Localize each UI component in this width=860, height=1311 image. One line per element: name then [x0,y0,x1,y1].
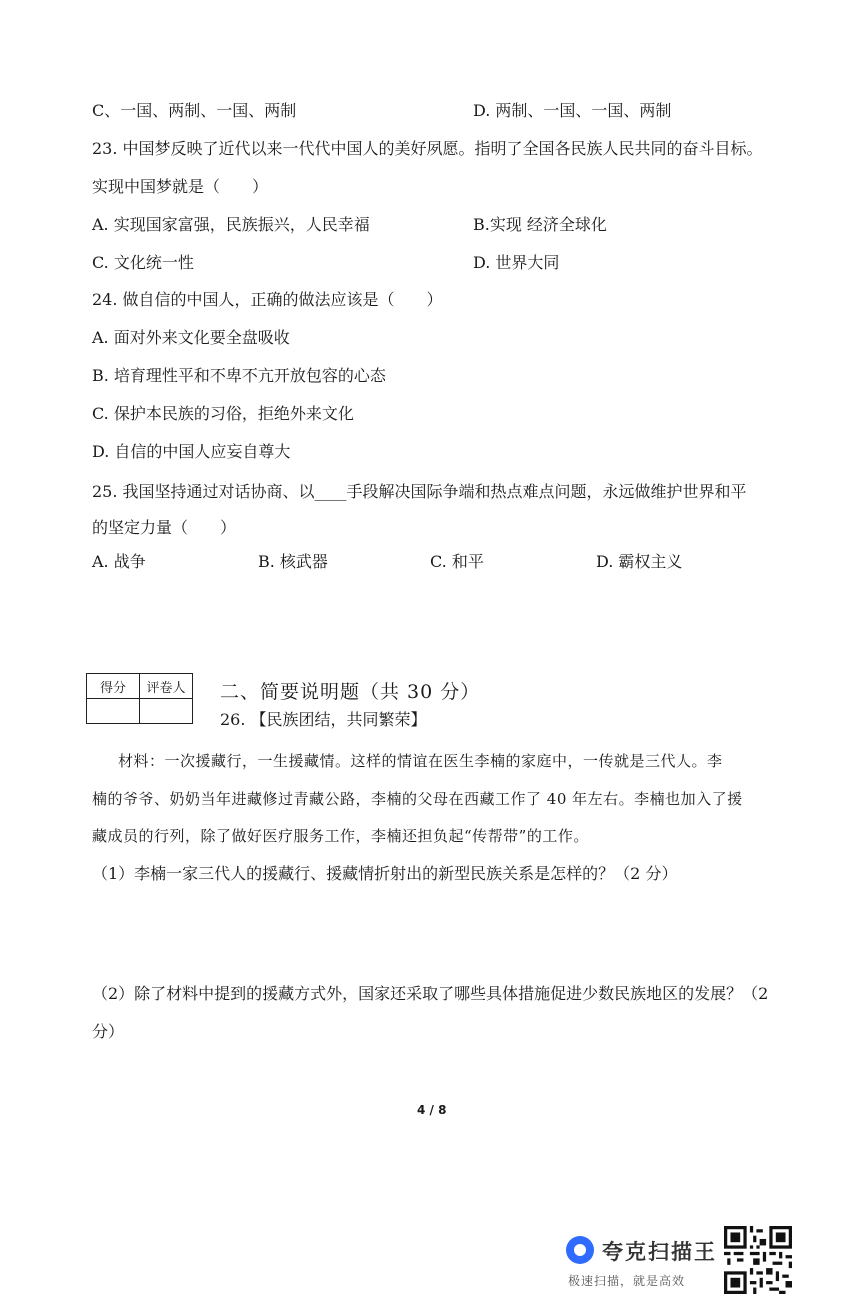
q23-stem-line1: 23. 中国梦反映了近代以来一代代中国人的美好夙愿。指明了全国各民族人民共同的奋斗目标。 [92,139,763,158]
q22-option-d: D. 两制、一国、一国、两制 [473,101,672,120]
q24-option-b: B. 培育理性平和不卑不亢开放包容的心态 [92,366,386,385]
score-header: 得分 [87,674,140,699]
score-cell [87,699,140,724]
q26-heading: 26. 【民族团结，共同繁荣】 [220,710,427,729]
q26-material-line1: 材料：一次援藏行，一生援藏情。这样的情谊在医生李楠的家庭中，一传就是三代人。李 [118,752,723,770]
q25-option-d: D. 霸权主义 [596,552,683,571]
q23-stem-line2: 实现中国梦就是（ ） [92,177,269,196]
q24-stem: 24. 做自信的中国人，正确的做法应该是（ ） [92,290,443,309]
grader-cell [140,699,193,724]
q23-option-d: D. 世界大同 [473,253,560,272]
qr-code-icon [724,1226,792,1294]
page-number: 4 / 8 [417,1103,447,1117]
scanner-logo-icon [566,1236,594,1264]
q26-material-line2: 楠的爷爷、奶奶当年进藏修过青藏公路，李楠的父母在西藏工作了 40 年左右。李楠也加入了援 [92,790,743,808]
q26-subquestion-2-line1: （2）除了材料中提到的援藏方式外，国家还采取了哪些具体措施促进少数民族地区的发展？（2 [92,984,769,1003]
q23-option-c: C. 文化统一性 [92,253,194,272]
q25-stem-line1: 25. 我国坚持通过对话协商、以____手段解决国际争端和热点难点问题，永远做维护世界和平 [92,482,747,501]
q25-option-a: A. 战争 [92,552,146,571]
q24-option-d: D. 自信的中国人应妄自尊大 [92,442,291,461]
q23-option-a: A. 实现国家富强，民族振兴，人民幸福 [92,215,370,234]
scanner-brand-name: 夸克扫描王 [602,1240,717,1264]
q24-option-c: C. 保护本民族的习俗，拒绝外来文化 [92,404,354,423]
q25-option-b: B. 核武器 [258,552,328,571]
q26-subquestion-1: （1）李楠一家三代人的援藏行、援藏情折射出的新型民族关系是怎样的？（2 分） [92,864,678,883]
q26-material-line3: 藏成员的行列，除了做好医疗服务工作，李楠还担负起“传帮带”的工作。 [92,827,589,845]
q25-option-c: C. 和平 [430,552,484,571]
q22-option-c: C、一国、两制、一国、两制 [92,101,297,120]
section-title: 二、简要说明题（共 30 分） [220,681,481,703]
q26-subquestion-2-line2: 分） [92,1022,125,1041]
scanner-slogan: 极速扫描，就是高效 [568,1274,686,1288]
q23-option-b: B.实现 经济全球化 [473,215,607,234]
grader-header: 评卷人 [140,674,193,699]
score-table [86,673,193,724]
q24-option-a: A. 面对外来文化要全盘吸收 [92,328,290,347]
q25-stem-line2: 的坚定力量（ ） [92,518,237,537]
